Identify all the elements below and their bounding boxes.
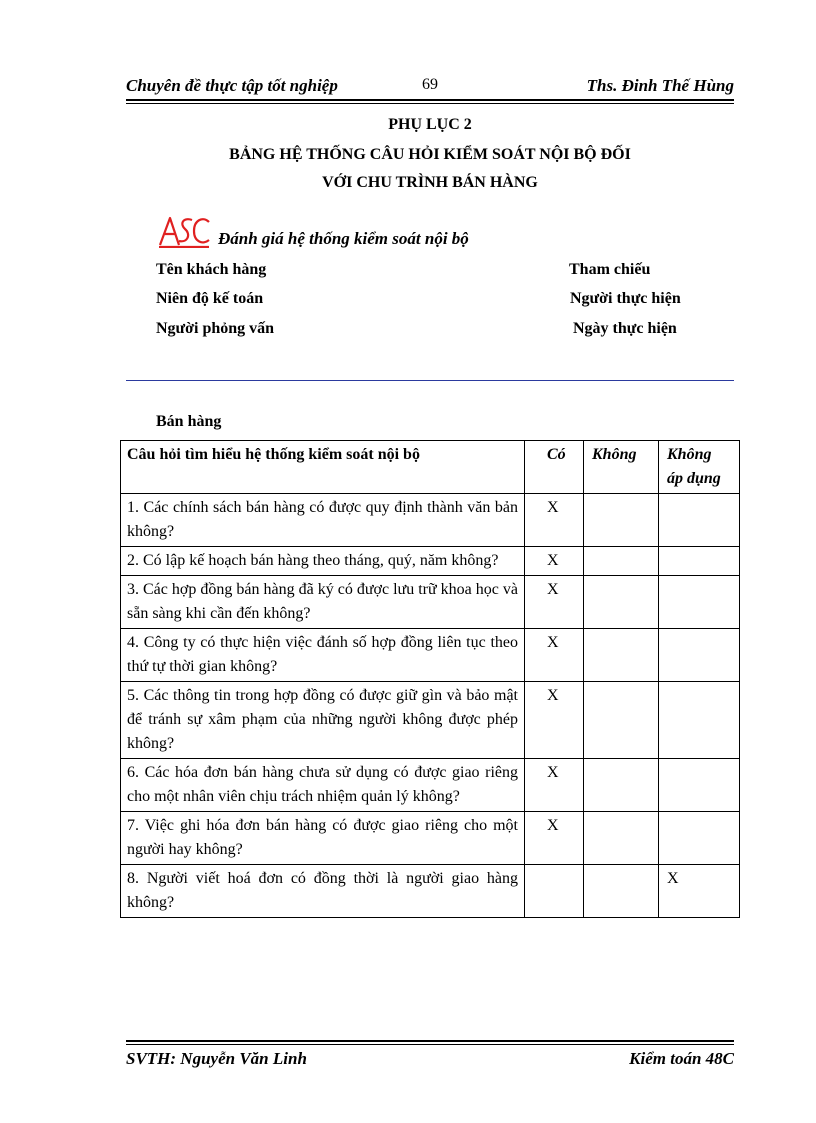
no-cell [584,576,659,629]
na-cell [659,629,740,682]
asc-logo-icon [157,214,211,248]
section-divider [126,380,734,381]
header-rule-thin [126,103,734,104]
question-cell: 6. Các hóa đơn bán hàng chưa sử dụng có được giao riêng cho một nhân viên chịu trách nhiệm quản lý không? [121,759,525,812]
interviewer-label: Người phỏng vấn [156,320,275,337]
table-row [121,682,740,759]
na-cell: X [659,865,740,918]
appendix-title: PHỤ LỤC 2 [388,116,472,133]
na-cell [659,812,740,865]
yes-cell: X [525,547,584,576]
header-yes: Có [525,441,584,494]
table-row [121,576,740,629]
header-no: Không [584,441,659,494]
table-row [121,629,740,682]
footer-class: Kiểm toán 48C [629,1049,734,1068]
no-cell [584,682,659,759]
yes-cell: X [525,812,584,865]
na-cell [659,759,740,812]
header-supervisor: Ths. Đinh Thế Hùng [586,76,734,95]
date-label: Ngày thực hiện [573,320,677,337]
question-cell: 8. Người viết hoá đơn có đồng thời là người giao hàng không? [121,865,525,918]
table-title-line1: BẢNG HỆ THỐNG CÂU HỎI KIỂM SOÁT NỘI BỘ ĐỐI [229,146,631,163]
header-na-line1: Không [667,446,712,463]
header-page-number: 69 [422,76,438,93]
table-header-row [121,441,740,494]
na-cell [659,547,740,576]
no-cell [584,629,659,682]
page-header [126,76,734,98]
yes-cell: X [525,759,584,812]
header-document-title: Chuyên đề thực tập tốt nghiệp [126,76,338,95]
reference-label: Tham chiếu [569,261,651,278]
na-cell [659,494,740,547]
client-name-label: Tên khách hàng [156,261,267,278]
performer-label: Người thực hiện [570,290,681,307]
question-cell: 1. Các chính sách bán hàng có được quy định thành văn bản không? [121,494,525,547]
question-cell: 7. Việc ghi hóa đơn bán hàng có được giao riêng cho một người hay không? [121,812,525,865]
na-cell [659,576,740,629]
header-question: Câu hỏi tìm hiểu hệ thống kiểm soát nội bộ [121,441,525,494]
question-cell: 2. Có lập kế hoạch bán hàng theo tháng, quý, năm không? [121,547,525,576]
no-cell [584,759,659,812]
table-row [121,759,740,812]
table-row [121,812,740,865]
question-cell: 3. Các hợp đồng bán hàng đã ký có được lưu trữ khoa học và sẵn sàng khi cần đến không? [121,576,525,629]
header-not-applicable [659,441,740,494]
question-cell: 5. Các thông tin trong hợp đồng có được giữ gìn và bảo mật để tránh sự xâm phạm của những người không được phép không? [121,682,525,759]
section-title: Bán hàng [156,413,222,430]
no-cell [584,494,659,547]
yes-cell: X [525,629,584,682]
yes-cell: X [525,682,584,759]
table-title-line2: VỚI CHU TRÌNH BÁN HÀNG [322,174,538,191]
questionnaire-table [120,440,740,918]
footer-student: SVTH: Nguyễn Văn Linh [126,1049,307,1068]
yes-cell: X [525,494,584,547]
table-row [121,494,740,547]
no-cell [584,865,659,918]
no-cell [584,547,659,576]
table-row [121,865,740,918]
evaluation-title: Đánh giá hệ thống kiểm soát nội bộ [218,229,469,248]
table-row [121,547,740,576]
na-cell [659,682,740,759]
header-na-line2: áp dụng [667,470,721,487]
yes-cell: X [525,576,584,629]
footer-rule [126,1040,734,1042]
no-cell [584,812,659,865]
fiscal-year-label: Niên độ kế toán [156,290,264,307]
header-rule [126,99,734,101]
yes-cell [525,865,584,918]
question-cell: 4. Công ty có thực hiện việc đánh số hợp đồng liên tục theo thứ tự thời gian không? [121,629,525,682]
footer-rule-thin [126,1044,734,1045]
